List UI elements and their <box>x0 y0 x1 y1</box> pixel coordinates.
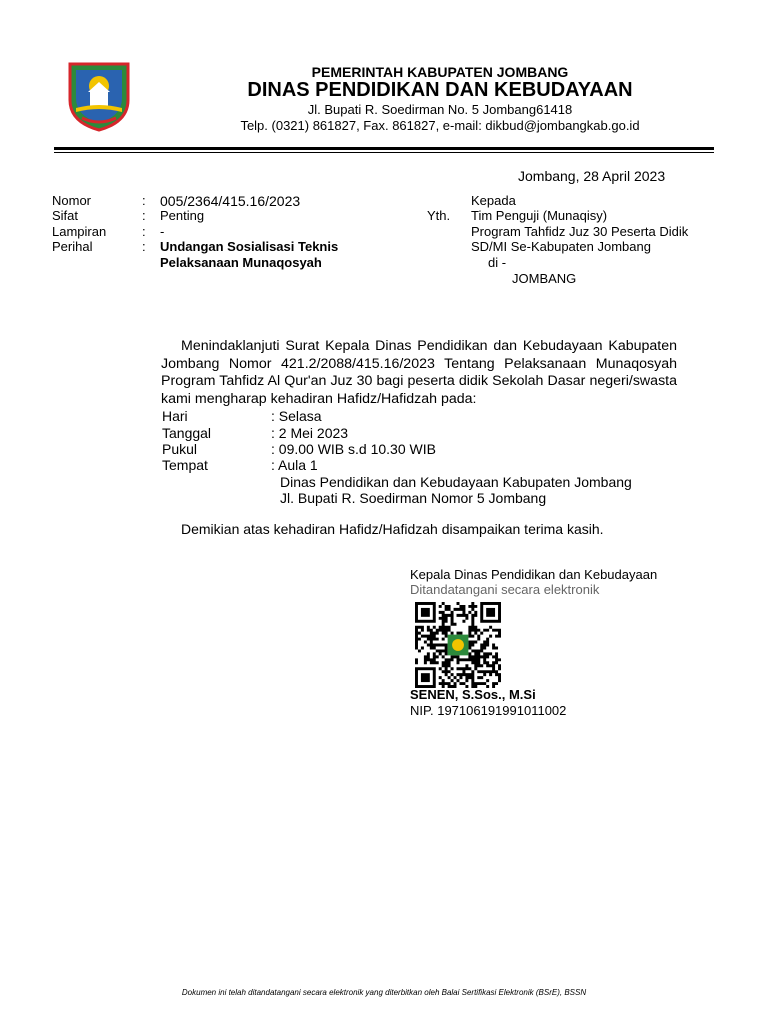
government-name: PEMERINTAH KABUPATEN JOMBANG <box>311 64 569 80</box>
sifat-value: Penting <box>160 208 205 223</box>
recipient-line-3: SD/MI Se-Kabupaten Jombang <box>471 239 651 254</box>
signature-title: Kepala Dinas Pendidikan dan Kebudayaan <box>410 567 658 582</box>
footer-note: Dokumen ini telah ditandatangani secara elektronik yang diterbitkan oleh Balai Sertifikasi Elektronik (BSrE), BSSN <box>181 988 587 997</box>
nomor-colon: : <box>142 193 146 208</box>
venue-line-1: Dinas Pendidikan dan Kebudayaan Kabupaten Jombang <box>280 474 632 490</box>
recipient-city: JOMBANG <box>512 271 577 286</box>
signatory-name: SENEN, S.Sos., M.Si <box>410 687 536 702</box>
detail-hari-label: Hari <box>162 408 188 424</box>
recipient-line-1: Tim Penguji (Munaqisy) <box>471 208 608 223</box>
recipient-kepada: Kepada <box>471 193 516 208</box>
detail-tempat-label: Tempat <box>162 457 208 473</box>
detail-tempat-value: : Aula 1 <box>271 457 318 473</box>
perihal-line-2: Pelaksanaan Munaqosyah <box>160 255 322 270</box>
detail-tanggal-value: : 2 Mei 2023 <box>271 425 349 441</box>
agency-address: Jl. Bupati R. Soedirman No. 5 Jombang61418 <box>307 102 573 117</box>
sifat-label: Sifat <box>52 208 79 223</box>
detail-hari-value: : Selasa <box>271 408 322 424</box>
perihal-line-1: Undangan Sosialisasi Teknis <box>160 239 339 254</box>
jombang-regency-logo <box>66 60 132 132</box>
perihal-colon: : <box>142 239 146 254</box>
lampiran-value: - <box>160 224 165 239</box>
lampiran-colon: : <box>142 224 146 239</box>
sifat-colon: : <box>142 208 146 223</box>
agency-contact: Telp. (0321) 861827, Fax. 861827, e-mail: dikbud@jombangkab.go.id <box>240 118 640 133</box>
perihal-label: Perihal <box>52 239 93 254</box>
nomor-label: Nomor <box>52 193 92 208</box>
lampiran-label: Lampiran <box>52 224 107 239</box>
nomor-value: 005/2364/415.16/2023 <box>160 193 301 209</box>
body-paragraph <box>161 338 677 408</box>
recipient-line-2: Program Tahfidz Juz 30 Peserta Didik <box>471 224 689 239</box>
closing-sentence: Demikian atas kehadiran Hafidz/Hafidzah disampaikan terima kasih. <box>181 521 604 537</box>
detail-pukul-value: : 09.00 WIB s.d 10.30 WIB <box>271 441 436 457</box>
place-date: Jombang, 28 April 2023 <box>518 168 666 184</box>
agency-name: DINAS PENDIDIKAN DAN KEBUDAYAAN <box>247 79 633 101</box>
venue-line-2: Jl. Bupati R. Soedirman Nomor 5 Jombang <box>280 490 547 506</box>
recipient-di: di - <box>488 255 507 270</box>
header-divider-thin <box>54 152 714 153</box>
body-paragraph-text: Menindaklanjuti Surat Kepala Dinas Pendidikan dan Kebudayaan Kabupaten Jombang Nomor 421.2/2088/415.16/2023 Tentang Pelaksanaan Munaqosyah Program Tahfidz Al Qur'an Juz 30 bagi peserta didik Sekolah Dasar negeri/swasta kami mengharap kehadiran Hafidz/Hafidzah pada: <box>161 338 677 407</box>
recipient-yth: Yth. <box>427 208 451 223</box>
signature-note: Ditandatangani secara elektronik <box>410 582 600 597</box>
detail-pukul-label: Pukul <box>162 441 198 457</box>
detail-tanggal-label: Tanggal <box>162 425 212 441</box>
signatory-nip: NIP. 197106191991011002 <box>410 703 567 718</box>
header-divider-thick <box>54 147 714 150</box>
qr-code-signature <box>415 602 501 688</box>
